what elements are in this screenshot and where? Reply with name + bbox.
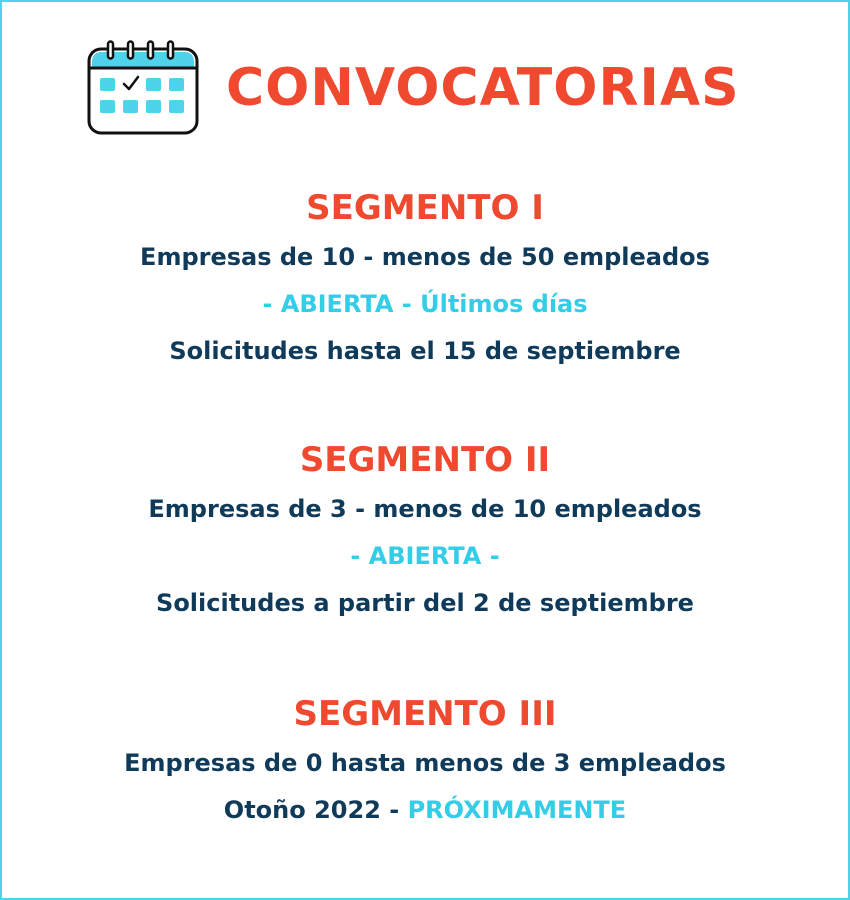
header	[86, 40, 740, 136]
segment-dates: Solicitudes hasta el 15 de septiembre	[169, 337, 681, 365]
segment-1	[2, 182, 848, 375]
segment-dates	[2, 787, 848, 834]
segment-status: PRÓXIMAMENTE	[407, 796, 627, 824]
segment-title: SEGMENTO I	[306, 188, 544, 228]
calendar-check-icon	[86, 40, 200, 136]
segment-title: SEGMENTO II	[299, 440, 551, 480]
segment-description: Empresas de 0 hasta menos de 3 empleados	[124, 749, 726, 777]
segment-dates: Solicitudes a partir del 2 de septiembre	[156, 589, 694, 617]
page-title: CONVOCATORIAS	[226, 58, 740, 118]
segment-description: Empresas de 10 - menos de 50 empleados	[140, 243, 710, 271]
segment-status: - ABIERTA - Últimos días	[262, 290, 588, 318]
segment-title: SEGMENTO III	[293, 694, 557, 734]
segment-dates-prefix: Otoño 2022 -	[223, 796, 408, 824]
segment-3	[2, 688, 848, 834]
segment-2	[2, 434, 848, 627]
segment-status: - ABIERTA -	[350, 542, 500, 570]
segment-description: Empresas de 3 - menos de 10 empleados	[148, 495, 702, 523]
